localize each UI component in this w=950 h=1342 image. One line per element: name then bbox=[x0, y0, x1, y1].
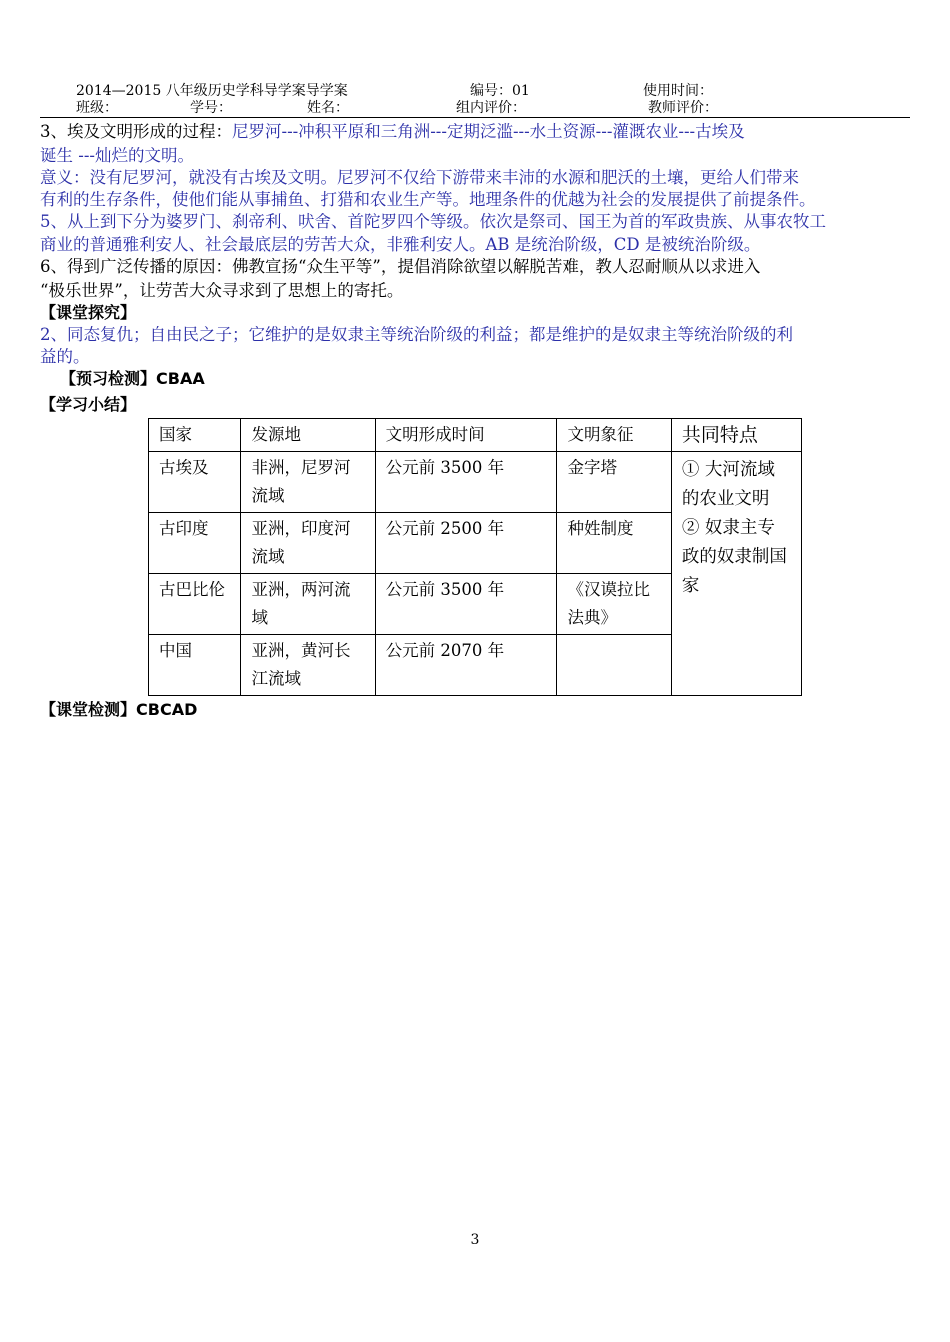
class-check-label: 【课堂检测】 bbox=[40, 700, 137, 719]
table-cell: 公元前 2070 年 bbox=[375, 635, 557, 696]
table-cell: 非洲，尼罗河流域 bbox=[241, 452, 375, 513]
preview-check bbox=[60, 368, 940, 390]
preview-label: 【预习检测】 bbox=[60, 369, 157, 388]
preview-answer: CBAA bbox=[156, 369, 205, 388]
page-number: 3 bbox=[470, 1232, 480, 1248]
header-cell: 国家 bbox=[149, 419, 241, 452]
doc-number: 编号：01 bbox=[470, 83, 530, 99]
answer-line: “极乐世界”，让劳苦大众寻求到了思想上的寄托。 bbox=[40, 281, 404, 300]
class-check-answer: CBCAD bbox=[136, 700, 198, 719]
table-cell: 《汉谟拉比法典》 bbox=[557, 574, 671, 635]
class-check bbox=[40, 699, 920, 721]
header-cell: 文明形成时间 bbox=[375, 419, 557, 452]
header-row-2 bbox=[0, 99, 950, 117]
table-cell: 古巴比伦 bbox=[149, 574, 241, 635]
summary-table bbox=[148, 418, 802, 696]
use-time-label: 使用时间： bbox=[643, 83, 713, 99]
table-cell bbox=[557, 635, 671, 696]
student-no-label: 学号： bbox=[190, 100, 232, 116]
table-cell: 金字塔 bbox=[557, 452, 671, 513]
header-divider bbox=[40, 117, 910, 118]
table-cell: 种姓制度 bbox=[557, 513, 671, 574]
table-cell: 公元前 3500 年 bbox=[375, 452, 557, 513]
header-cell: 发源地 bbox=[241, 419, 375, 452]
answer-text: 尼罗河---冲积平原和三角洲---定期泛滥---水土资源---灌溉农业---古埃及 bbox=[232, 122, 745, 141]
table-header-row bbox=[149, 419, 802, 452]
class-label: 班级： bbox=[76, 100, 118, 116]
doc-title: 2014—2015 八年级历史学科导学案导学案 bbox=[76, 83, 348, 99]
table-cell: 中国 bbox=[149, 635, 241, 696]
table-cell: 古埃及 bbox=[149, 452, 241, 513]
header-cell: 共同特点 bbox=[671, 419, 801, 452]
table-cell: 公元前 2500 年 bbox=[375, 513, 557, 574]
answer-line: 意义：没有尼罗河，就没有古埃及文明。尼罗河不仅给下游带来丰沛的水源和肥沃的土壤，更给人们带来 bbox=[40, 168, 799, 187]
header-row-1 bbox=[0, 82, 950, 100]
explore-answer: 2、同态复仇；自由民之子；它维护的是奴隶主等统治阶级的利益；都是维护的是奴隶主等统治阶级的利 bbox=[40, 325, 793, 344]
answer-line-3 bbox=[40, 121, 920, 143]
answer-line-6: 6、得到广泛传播的原因：佛教宣扬“众生平等”，提倡消除欲望以解脱苦难，教人忍耐顺从以求进入 bbox=[40, 257, 761, 276]
table-cell: 公元前 3500 年 bbox=[375, 574, 557, 635]
teacher-eval-label: 教师评价： bbox=[648, 100, 718, 116]
explore-answer: 益的。 bbox=[40, 347, 90, 366]
answer-line-5: 5、从上到下分为婆罗门、刹帝利、吠舍、首陀罗四个等级。依次是祭司、国王为首的军政贵族、从事农牧工 bbox=[40, 212, 826, 231]
common-features-cell: ① 大河流域的农业文明 ② 奴隶主专政的奴隶制国家 bbox=[671, 452, 801, 696]
answer-label: 3、埃及文明形成的过程： bbox=[40, 122, 232, 141]
answer-line: 有利的生存条件，使他们能从事捕鱼、打猎和农业生产等。地理条件的优越为社会的发展提供了前提条件。 bbox=[40, 190, 816, 209]
name-label: 姓名： bbox=[307, 100, 349, 116]
answer-line: 诞生 ---灿烂的文明。 bbox=[40, 146, 194, 165]
answer-line: 商业的普通雅利安人、社会最底层的劳苦大众，非雅利安人。AB 是统治阶级，CD 是被统治阶级。 bbox=[40, 235, 761, 254]
group-eval-label: 组内评价： bbox=[456, 100, 526, 116]
explore-title: 【课堂探究】 bbox=[40, 303, 137, 322]
summary-title: 【学习小结】 bbox=[40, 395, 137, 414]
header-cell: 文明象征 bbox=[557, 419, 671, 452]
table-cell: 古印度 bbox=[149, 513, 241, 574]
table-row bbox=[149, 452, 802, 513]
table-cell: 亚洲，两河流域 bbox=[241, 574, 375, 635]
table-cell: 亚洲，印度河流域 bbox=[241, 513, 375, 574]
table-cell: 亚洲，黄河长江流域 bbox=[241, 635, 375, 696]
